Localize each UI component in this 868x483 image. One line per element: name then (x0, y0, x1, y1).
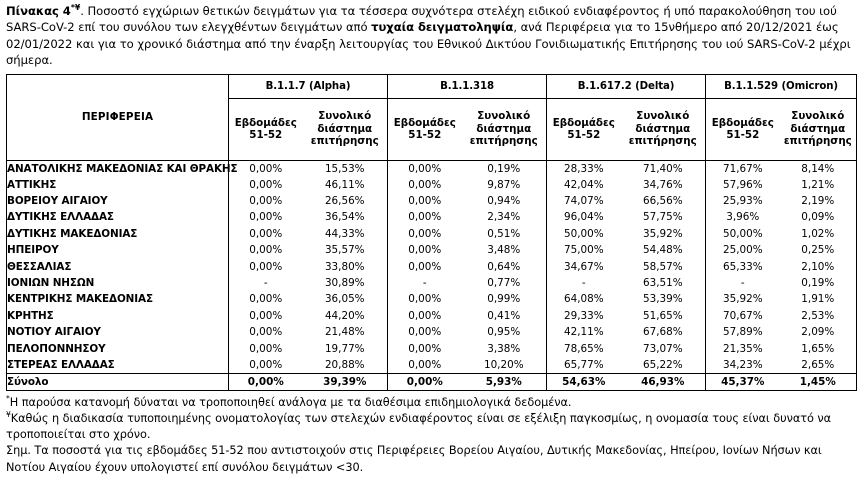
table-head (7, 74, 857, 160)
value-cell: 0,41% (487, 309, 521, 322)
subheader-line-1: Εβδομάδες (234, 116, 297, 129)
total-value-cell: 0,00% (229, 373, 303, 390)
caption-part-2: , ανά Περιφέρεια για το 15νθήμερο από 20/12/2021 έως 02/01/2022 και για το χρονικό διάστημα από την έναρξη λειτουργίας του Εθνικού Δικτύου Γονιδιωματικής Επιτήρησης του ιού SARS-CoV-2 μέχρι σήμερα. (6, 20, 851, 68)
value-cell: 35,57% (324, 244, 365, 257)
subheader-line-1: Εβδομάδες (711, 116, 774, 129)
total-value-cell: 1,45% (780, 373, 857, 390)
value-cell: 0,00% (229, 324, 303, 340)
value-cell: 73,07% (642, 342, 683, 355)
value-cell: 3,38% (487, 342, 521, 355)
caption-table-number: Πίνακας 4 (6, 4, 71, 18)
table-row (7, 226, 857, 242)
subheader-b11318-total (462, 98, 547, 160)
subheader-line-1: Συνολικό (791, 110, 845, 123)
subheader-line-2: διάστημα (635, 122, 691, 135)
value-cell: 0,00% (388, 291, 462, 307)
footnote-3 (6, 443, 858, 475)
value-cell: 2,19% (780, 193, 857, 209)
total-value-cell: 45,37% (706, 373, 780, 390)
region-name-cell: ΑΝΑΤΟΛΙΚΗΣ ΜΑΚΕΔΟΝΙΑΣ ΚΑΙ ΘΡΑΚΗΣ (7, 160, 229, 176)
table-row (7, 160, 857, 176)
value-cell: 51,65% (642, 309, 683, 322)
value-cell: 36,54% (324, 211, 365, 224)
value-cell: 65,22% (642, 358, 683, 371)
subheader-line-2: διάστημα (790, 122, 846, 135)
value-cell: 0,00% (388, 308, 462, 324)
value-cell: 0,00% (229, 308, 303, 324)
value-cell: - (706, 275, 780, 291)
table-row (7, 324, 857, 340)
value-cell: 3,96% (706, 209, 780, 225)
value-cell: 0,00% (229, 357, 303, 373)
table-row (7, 242, 857, 258)
value-cell: - (547, 275, 621, 291)
value-cell: 35,92% (642, 227, 683, 240)
value-cell: 8,14% (780, 160, 857, 176)
table-footnotes (6, 395, 858, 476)
subheader-line-2: 51-52 (249, 129, 283, 142)
value-cell: 65,77% (547, 357, 621, 373)
value-cell: 0,00% (388, 258, 462, 274)
value-cell: 0,00% (229, 291, 303, 307)
value-cell: 0,51% (487, 227, 521, 240)
subheader-line-1: Συνολικό (477, 110, 531, 123)
value-cell: 1,21% (780, 177, 857, 193)
value-cell: 71,67% (706, 160, 780, 176)
value-cell: 0,19% (780, 275, 857, 291)
value-cell: 74,07% (547, 193, 621, 209)
value-cell: 9,87% (487, 178, 521, 191)
value-cell: 21,48% (324, 326, 365, 339)
footnote-1 (6, 395, 858, 411)
value-cell: 0,77% (487, 277, 521, 290)
value-cell: 15,53% (324, 162, 365, 175)
value-cell: 19,77% (324, 342, 365, 355)
value-cell: 2,34% (487, 211, 521, 224)
value-cell: 67,68% (642, 326, 683, 339)
value-cell: 54,48% (642, 244, 683, 257)
value-cell: 44,20% (324, 309, 365, 322)
subheader-line-3: επιτήρησης (783, 135, 852, 148)
value-cell: 25,93% (706, 193, 780, 209)
value-cell: 57,96% (706, 177, 780, 193)
region-name-cell: ΒΟΡΕΙΟΥ ΑΙΓΑΙΟΥ (7, 193, 229, 209)
subheader-line-1: Συνολικό (318, 110, 372, 123)
value-cell: 34,76% (642, 178, 683, 191)
table-row (7, 275, 857, 291)
subheader-line-3: επιτήρησης (628, 135, 697, 148)
subheader-line-2: διάστημα (476, 122, 532, 135)
value-cell: 28,33% (547, 160, 621, 176)
table-row (7, 258, 857, 274)
region-name-cell: ΣΤΕΡΕΑΣ ΕΛΛΑΔΑΣ (7, 357, 229, 373)
value-cell: 0,00% (229, 340, 303, 356)
value-cell: 0,00% (388, 226, 462, 242)
subheader-delta-weeks (547, 98, 621, 160)
value-cell: 2,10% (780, 258, 857, 274)
table-total-row (7, 373, 857, 390)
value-cell: 63,51% (642, 277, 683, 290)
value-cell: 21,35% (706, 340, 780, 356)
group-header-delta: B.1.617.2 (Delta) (547, 74, 706, 98)
value-cell: 50,00% (706, 226, 780, 242)
value-cell: 0,00% (388, 357, 462, 373)
subheader-line-3: επιτήρησης (310, 135, 379, 148)
region-name-cell: ΝΟΤΙΟΥ ΑΙΓΑΙΟΥ (7, 324, 229, 340)
value-cell: 1,65% (780, 340, 857, 356)
value-cell: 2,09% (780, 324, 857, 340)
value-cell: 25,00% (706, 242, 780, 258)
table-row (7, 209, 857, 225)
total-value-cell: 54,63% (547, 373, 621, 390)
column-header-region: ΠΕΡΙΦΕΡΕΙΑ (7, 74, 229, 160)
table-caption (6, 3, 858, 69)
region-name-cell: ΔΥΤΙΚΗΣ ΕΛΛΑΔΑΣ (7, 209, 229, 225)
value-cell: 64,08% (547, 291, 621, 307)
subheader-line-2: 51-52 (567, 129, 601, 142)
total-value-cell: 46,93% (621, 373, 706, 390)
value-cell: 65,33% (706, 258, 780, 274)
subheader-line-2: 51-52 (408, 129, 442, 142)
value-cell: 57,89% (706, 324, 780, 340)
value-cell: 20,88% (324, 358, 365, 371)
subheader-b11318-weeks (388, 98, 462, 160)
region-name-cell: ΔΥΤΙΚΗΣ ΜΑΚΕΔΟΝΙΑΣ (7, 226, 229, 242)
header-group-row (7, 74, 857, 98)
region-name-cell: ΚΕΝΤΡΙΚΗΣ ΜΑΚΕΔΟΝΙΑΣ (7, 291, 229, 307)
value-cell: 70,67% (706, 308, 780, 324)
footnote-marker: * (6, 393, 10, 403)
region-name-cell: ΗΠΕΙΡΟΥ (7, 242, 229, 258)
group-header-alpha: B.1.1.7 (Alpha) (229, 74, 388, 98)
region-name-cell: ΑΤΤΙΚΗΣ (7, 177, 229, 193)
value-cell: 2,65% (780, 357, 857, 373)
group-header-omicron: B.1.1.529 (Omicron) (706, 74, 857, 98)
value-cell: 0,19% (487, 162, 521, 175)
value-cell: 34,67% (547, 258, 621, 274)
subheader-alpha-weeks (229, 98, 303, 160)
value-cell: 0,00% (388, 209, 462, 225)
value-cell: - (229, 275, 303, 291)
value-cell: 26,56% (324, 195, 365, 208)
caption-part-1: . Ποσοστό εγχώριων θετικών δειγμάτων για τα τέσσερα συχνότερα στελέχη ειδικού ενδιαφέροντος ή υπό παρακολούθηση του ιού SARS-CoV-2 επί του συνόλου των ελεγχθέντων δειγμάτων από (6, 4, 837, 35)
value-cell: 29,33% (547, 308, 621, 324)
value-cell: 36,05% (324, 293, 365, 306)
value-cell: 44,33% (324, 227, 365, 240)
subheader-line-2: 51-52 (726, 129, 760, 142)
value-cell: 0,00% (388, 242, 462, 258)
table-row (7, 291, 857, 307)
value-cell: 42,04% (547, 177, 621, 193)
value-cell: 1,02% (780, 226, 857, 242)
total-value-cell: 5,93% (462, 373, 547, 390)
footnote-2 (6, 411, 858, 443)
value-cell: 3,48% (487, 244, 521, 257)
table-row (7, 193, 857, 209)
total-label-cell: Σύνολο (7, 373, 229, 390)
subheader-line-1: Εβδομάδες (393, 116, 456, 129)
value-cell: 0,00% (229, 177, 303, 193)
value-cell: 58,57% (642, 260, 683, 273)
subheader-delta-total (621, 98, 706, 160)
value-cell: 0,00% (229, 209, 303, 225)
value-cell: 75,00% (547, 242, 621, 258)
value-cell: - (388, 275, 462, 291)
value-cell: 42,11% (547, 324, 621, 340)
value-cell: 0,95% (487, 326, 521, 339)
value-cell: 57,75% (642, 211, 683, 224)
subheader-line-1: Εβδομάδες (552, 116, 615, 129)
value-cell: 1,91% (780, 291, 857, 307)
value-cell: 71,40% (642, 162, 683, 175)
total-value-cell: 0,00% (388, 373, 462, 390)
value-cell: 0,00% (388, 340, 462, 356)
value-cell: 46,11% (324, 178, 365, 191)
group-header-b11318: B.1.1.318 (388, 74, 547, 98)
table-row (7, 177, 857, 193)
caption-bold-mid: τυχαία δειγματοληψία (371, 20, 514, 35)
value-cell: 30,89% (324, 277, 365, 290)
value-cell: 35,92% (706, 291, 780, 307)
value-cell: 0,09% (780, 209, 857, 225)
variant-percentage-table (6, 74, 857, 391)
subheader-omicron-weeks (706, 98, 780, 160)
value-cell: 0,00% (229, 160, 303, 176)
footnote-marker: ¥ (6, 410, 11, 420)
value-cell: 53,39% (642, 293, 683, 306)
region-name-cell: ΠΕΛΟΠΟΝΝΗΣΟΥ (7, 340, 229, 356)
table-row (7, 308, 857, 324)
value-cell: 2,53% (780, 308, 857, 324)
value-cell: 0,00% (388, 193, 462, 209)
value-cell: 0,00% (229, 242, 303, 258)
table-row (7, 357, 857, 373)
value-cell: 66,56% (642, 195, 683, 208)
value-cell: 50,00% (547, 226, 621, 242)
caption-superscript: *¥ (70, 3, 81, 13)
value-cell: 0,99% (487, 293, 521, 306)
value-cell: 96,04% (547, 209, 621, 225)
value-cell: 0,64% (487, 260, 521, 273)
table-body (7, 160, 857, 390)
subheader-line-1: Συνολικό (636, 110, 690, 123)
footnote-text: Σημ. Τα ποσοστά για τις εβδομάδες 51-52 που αντιστοιχούν στις Περιφέρειες Βορείου Αιγαίου, Δυτικής Μακεδονίας, Ηπείρου, Ιονίων Νήσων και Νοτίου Αιγαίου έχουν υπολογιστεί επί συνόλου δειγμάτων <30. (6, 444, 822, 474)
subheader-alpha-total (303, 98, 388, 160)
region-name-cell: ΙΟΝΙΩΝ ΝΗΣΩΝ (7, 275, 229, 291)
value-cell: 0,00% (229, 226, 303, 242)
value-cell: 0,00% (388, 177, 462, 193)
value-cell: 0,94% (487, 195, 521, 208)
value-cell: 78,65% (547, 340, 621, 356)
subheader-line-3: επιτήρησης (469, 135, 538, 148)
table-row (7, 340, 857, 356)
value-cell: 0,00% (388, 324, 462, 340)
region-name-cell: ΘΕΣΣΑΛΙΑΣ (7, 258, 229, 274)
subheader-line-2: διάστημα (317, 122, 373, 135)
footnote-text: Καθώς η διαδικασία τυποποιημένης ονοματολογίας των στελεχών ενδιαφέροντος είναι σε εξέλιξη παγκοσμίως, η ονομασία τους είναι δυνατό να τροποποιείται στο χρόνο. (6, 411, 832, 442)
value-cell: 0,25% (780, 242, 857, 258)
total-value-cell: 39,39% (303, 373, 388, 390)
footnote-text: Η παρούσα κατανομή δύναται να τροποποιηθεί ανάλογα με τα διαθέσιμα επιδημιολογικά δεδομένα. (9, 395, 572, 409)
value-cell: 0,00% (229, 258, 303, 274)
region-name-cell: ΚΡΗΤΗΣ (7, 308, 229, 324)
value-cell: 0,00% (388, 160, 462, 176)
value-cell: 33,80% (324, 260, 365, 273)
subheader-omicron-total (780, 98, 857, 160)
value-cell: 0,00% (229, 193, 303, 209)
value-cell: 34,23% (706, 357, 780, 373)
value-cell: 10,20% (483, 358, 524, 371)
